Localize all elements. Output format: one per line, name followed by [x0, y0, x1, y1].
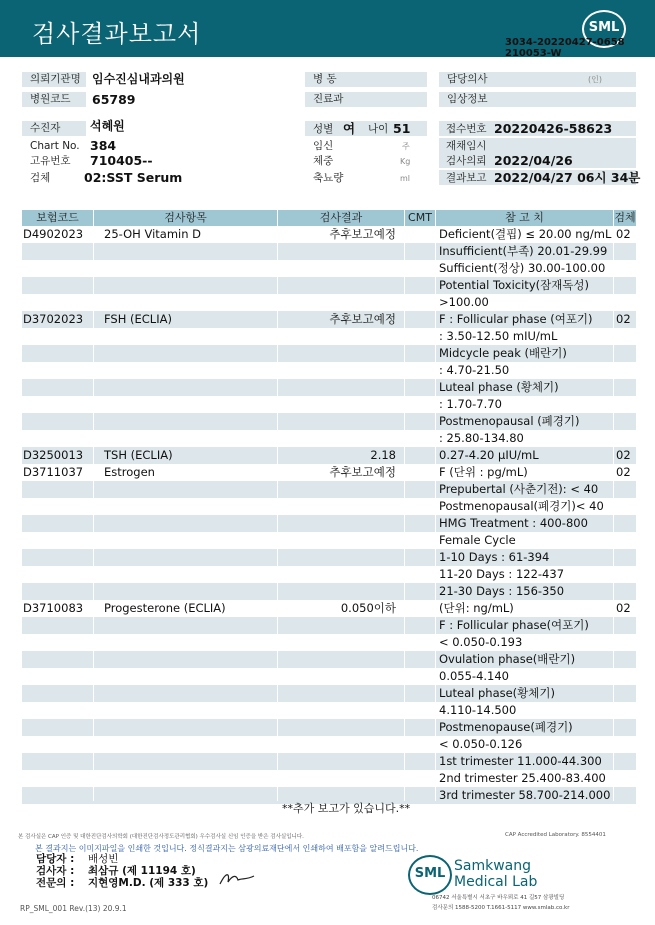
- doctor-sign-mark: (인): [588, 75, 602, 84]
- pregnancy-unit: 주: [402, 142, 410, 151]
- col-header-code: 보험코드: [22, 210, 93, 226]
- urine-unit: ml: [400, 174, 411, 183]
- urine-label: 축뇨량: [313, 172, 344, 184]
- lab-phone: 검사문의 1588-5200 T.1661-5117 www.smlab.co.kr: [432, 905, 570, 911]
- reference-range: Female Cycle: [439, 533, 516, 547]
- receipt-value: 20220426-58623: [494, 121, 613, 136]
- request-label: 검사의뢰: [446, 155, 487, 167]
- document-number: [505, 37, 625, 59]
- test-result: 추후보고예정: [329, 465, 396, 479]
- reference-range: Luteal phase(황체기): [439, 686, 555, 700]
- reference-range: Luteal phase (황체기): [439, 380, 559, 394]
- test-code: D3711037: [23, 465, 84, 479]
- reference-range: Insufficient(부족) 20.01-29.99: [439, 244, 608, 258]
- reference-range: < 0.050-0.126: [439, 737, 523, 751]
- reference-range: 1-10 Days : 61-394: [439, 550, 550, 564]
- request-value: 2022/04/26: [494, 153, 573, 168]
- tester-value: 최삼규 (제 11194 호): [88, 865, 196, 877]
- test-result: 0.050이하: [340, 601, 396, 615]
- col-header-specimen: 검체: [614, 211, 636, 224]
- signature-icon: [218, 868, 258, 888]
- col-header-test: 검사항목: [94, 210, 277, 226]
- weight-label: 체중: [313, 155, 334, 167]
- cap-note: 본 검사실은 CAP 인증 및 대한진단검사의학회 (대한진단검사정도관리협회) 우수검사실 신임 인증을 받은 검사실입니다.: [18, 834, 304, 840]
- manager-label: 담당자 :: [36, 853, 75, 865]
- test-name: FSH (ECLIA): [104, 312, 172, 326]
- doctor-label: 담당의사: [439, 72, 636, 87]
- sex-value: 여: [343, 121, 356, 136]
- reference-range: Deficient(결핍) ≤ 20.00 ng/mL: [439, 227, 612, 241]
- revision-code: RP_SML_001 Rev.(13) 20.9.1: [20, 904, 127, 913]
- reference-range: F : Follicular phase (여포기): [439, 312, 593, 326]
- specimen-code: 02: [616, 227, 631, 241]
- reference-range: 1st trimester 11.000-44.300: [439, 754, 602, 768]
- column-divider: [435, 226, 436, 801]
- id-number-value: 710405--: [90, 153, 153, 168]
- ward-label: 병 동: [305, 72, 427, 87]
- specimen-code: 02: [616, 448, 631, 462]
- lab-name-line-2: Medical Lab: [454, 874, 538, 890]
- samkwang-logo: SML: [408, 855, 452, 895]
- column-divider: [277, 226, 278, 801]
- test-name: TSH (ECLIA): [104, 448, 173, 462]
- document-number-line-2: 210053-W: [505, 48, 562, 59]
- retest-label: 재채임시: [446, 140, 487, 152]
- test-code: D3702023: [23, 312, 84, 326]
- reference-range: 0.055-4.140: [439, 669, 509, 683]
- specimen-label: 검체: [30, 172, 51, 184]
- reference-range: Postmenopausal (폐경기): [439, 414, 580, 428]
- test-code: D3250013: [23, 448, 84, 462]
- sex-label: 성별: [313, 123, 334, 135]
- reference-range: Potential Toxicity(잠재독성): [439, 278, 590, 292]
- dept-label: 진료과: [305, 92, 427, 107]
- hospital-code-value: 65789: [92, 92, 136, 107]
- column-divider: [404, 226, 405, 801]
- lab-address: 06742 서울특별시 서초구 바우뫼로 41 길57 삼광빌딩: [432, 895, 565, 901]
- lab-name: [454, 858, 537, 890]
- reference-range: F (단위 : pg/mL): [439, 465, 528, 479]
- weight-unit: Kg: [400, 157, 411, 166]
- tester-label: 검사자 :: [36, 865, 75, 877]
- specimen-code: 02: [616, 465, 631, 479]
- test-name: 25-OH Vitamin D: [104, 227, 202, 241]
- reference-range: (단위: ng/mL): [439, 601, 514, 615]
- reference-range: HMG Treatment : 400-800: [439, 516, 588, 530]
- sml-logo: SML: [582, 10, 626, 48]
- accreditation-text: CAP Accredited Laboratory. 8554401: [505, 832, 606, 838]
- reference-range: : 3.50-12.50 mIU/mL: [439, 329, 558, 343]
- specimen-code: 02: [616, 312, 631, 326]
- reference-range: Midcycle peak (배란기): [439, 346, 567, 360]
- specimen-value: 02:SST Serum: [84, 170, 183, 185]
- chart-no-value: 384: [90, 138, 117, 153]
- reference-range: 2nd trimester 25.400-83.400: [439, 771, 606, 785]
- specimen-code: 02: [616, 601, 631, 615]
- age-label: 나이: [368, 123, 389, 135]
- reference-range: : 1.70-7.70: [439, 397, 502, 411]
- report-label: 결과보고: [446, 172, 487, 184]
- manager-value: 배성빈: [88, 853, 119, 865]
- reference-range: 4.110-14.500: [439, 703, 517, 717]
- reference-range: Prepubertal (사춘기전): < 40: [439, 482, 599, 496]
- additional-report-note: **추가 보고가 있습니다.**: [282, 802, 411, 815]
- institution-value: 임수진심내과의원: [92, 72, 185, 86]
- reference-range: Sufficient(정상) 30.00-100.00: [439, 261, 606, 275]
- age-value: 51: [393, 121, 411, 136]
- patient-label: 수진자: [22, 121, 86, 136]
- col-header-cmt: CMT: [405, 210, 435, 226]
- reference-range: 0.27-4.20 μIU/mL: [439, 448, 539, 462]
- print-warning: 본 결과지는 이미지파일을 인쇄한 것입니다. 정식결과지는 삼광의료재단에서 인쇄하여 배포함을 알려드립니다.: [35, 844, 419, 853]
- test-result: 추후보고예정: [329, 227, 396, 241]
- test-result: 추후보고예정: [329, 312, 396, 326]
- column-divider: [93, 226, 94, 801]
- receipt-label: 접수번호: [446, 123, 487, 135]
- col-header-result: 검사결과: [278, 210, 404, 226]
- test-code: D3710083: [23, 601, 84, 615]
- reference-range: : 25.80-134.80: [439, 431, 524, 445]
- clinical-info-label: 임상정보: [439, 92, 636, 107]
- reference-range: F : Follicular phase(여포기): [439, 618, 589, 632]
- reference-range: Postmenopause(폐경기): [439, 720, 573, 734]
- document-number-line-1: 3034-20220427-0658: [505, 37, 625, 48]
- reference-range: 3rd trimester 58.700-214.000: [439, 788, 611, 802]
- reference-range: 11-20 Days : 122-437: [439, 567, 565, 581]
- test-result: 2.18: [370, 448, 396, 462]
- chart-no-label: Chart No.: [30, 140, 80, 152]
- results-table: [22, 226, 636, 801]
- column-divider: [613, 226, 614, 801]
- reference-range: 21-30 Days : 156-350: [439, 584, 565, 598]
- test-code: D4902023: [23, 227, 84, 241]
- report-value: 2022/04/27 06시 34분: [494, 170, 641, 185]
- specialist-value: 지현영M.D. (제 333 호): [88, 877, 209, 889]
- reference-range: : 4.70-21.50: [439, 363, 510, 377]
- specialist-label: 전문의 :: [36, 877, 75, 889]
- col-header-reference: 참 고 치: [436, 210, 613, 226]
- id-number-label: 고유번호: [30, 155, 71, 167]
- institution-label: 의뢰기관명: [22, 72, 86, 87]
- test-name: Estrogen: [104, 465, 155, 479]
- hospital-code-label: 병원코드: [22, 92, 86, 107]
- patient-value: 석혜원: [90, 119, 125, 133]
- page-title: 검사결과보고서: [32, 20, 202, 48]
- reference-range: Postmenopausal(폐경기)< 40: [439, 499, 604, 513]
- reference-range: >100.00: [439, 295, 489, 309]
- reference-range: Ovulation phase(배란기): [439, 652, 576, 666]
- test-name: Progesterone (ECLIA): [104, 601, 226, 615]
- lab-name-line-1: Samkwang: [454, 858, 531, 874]
- reference-range: < 0.050-0.193: [439, 635, 523, 649]
- pregnancy-label: 임신: [313, 140, 334, 152]
